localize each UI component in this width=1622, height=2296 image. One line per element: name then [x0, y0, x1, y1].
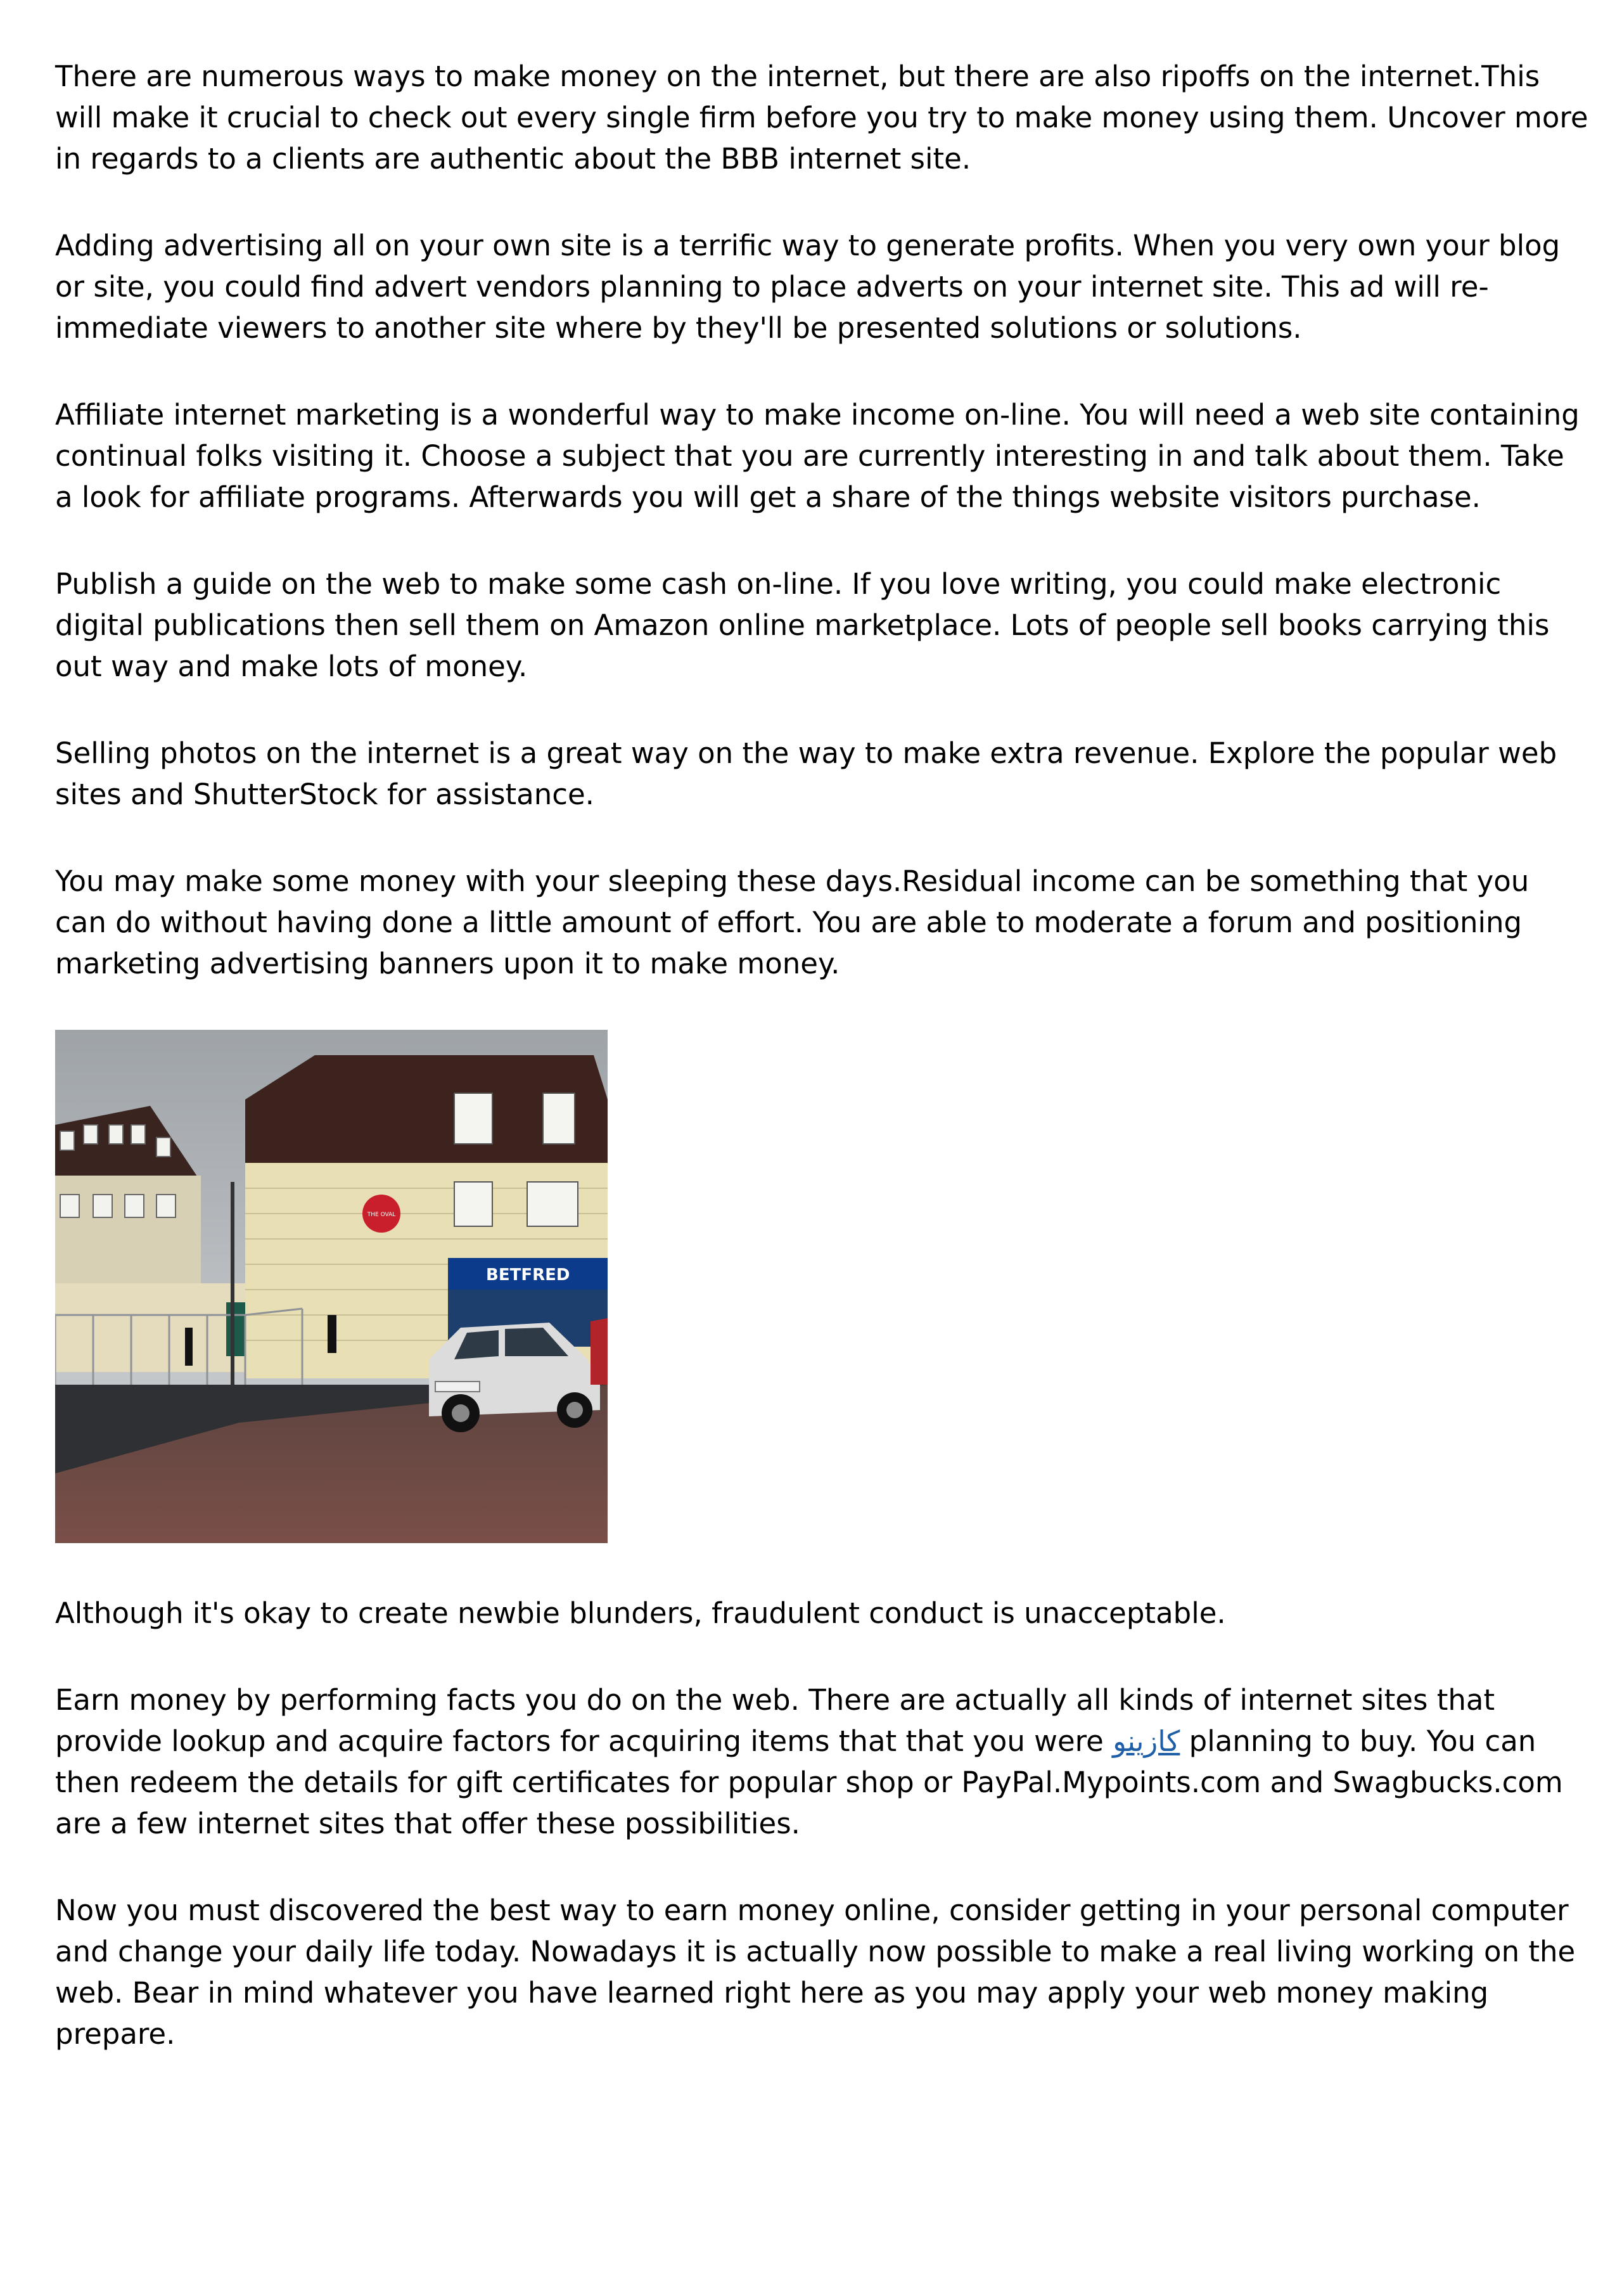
document-page	[55, 56, 1588, 2100]
paragraph-publish-guide: Publish a guide on the web to make some cash on-line. If you love writing, you could make electronic digital publications then sell them on Amazon online marketplace. Lots of people sell books carrying this out way and make lots of money.	[55, 567, 1550, 683]
paragraph-ripoffs: There are numerous ways to make money on the internet, but there are also ripoffs on the internet.This will make it crucial to check out every single firm before you try to make money using them. Uncover more in regards to a clients are authentic about the BBB internet site.	[55, 60, 1588, 176]
paragraph-earn-money-before: Earn money by performing facts you do on the web. There are actually all kinds of internet sites that provide lookup and acquire factors for acquiring items that that you were	[55, 1683, 1495, 1758]
paragraph-earn-money	[55, 1679, 1588, 1844]
street-photo	[55, 1030, 608, 1543]
casino-link[interactable]: کازینو	[1113, 1724, 1180, 1758]
paragraph-selling-photos: Selling photos on the internet is a great way on the way to make extra revenue. Explore the popular web sites and ShutterStock for assistance.	[55, 736, 1557, 811]
paragraph-conclusion: Now you must discovered the best way to earn money online, consider getting in your personal computer and change your daily life today. Nowadays it is actually now possible to make a real living working on the web. Bear in mind whatever you have learned right here as you may apply your web money making prepare.	[55, 1894, 1576, 2051]
paragraph-advertising: Adding advertising all on your own site is a terrific way to generate profits. When you very own your blog or site, you could find advert vendors planning to place adverts on your internet site. This ad will re-immediate viewers to another site where by they'll be presented solutions or solutions.	[55, 229, 1561, 345]
paragraph-residual-income: You may make some money with your sleeping these days.Residual income can be something that you can do without having done a little amount of effort. You are able to moderate a forum and positioning marketing advertising banners upon it to make money.	[55, 864, 1529, 980]
round-sign-text: THE OVAL	[367, 1212, 396, 1218]
street-photo-image	[55, 1030, 608, 1543]
paragraph-blunders: Although it's okay to create newbie blunders, fraudulent conduct is unacceptable.	[55, 1596, 1226, 1630]
paragraph-earn-money-after: planning to buy. You can then redeem the details for gift certificates for popular shop or PayPal.Mypoints.com and Swagbucks.com are a few internet sites that offer these possibilities.	[55, 1724, 1563, 1840]
shop-sign-text: BETFRED	[486, 1266, 570, 1285]
paragraph-affiliate: Affiliate internet marketing is a wonderful way to make income on-line. You will need a web site containing continual folks visiting it. Choose a subject that you are currently interesting in and talk about them. Take a look for affiliate programs. Afterwards you will get a share of the things website visitors purchase.	[55, 398, 1580, 514]
